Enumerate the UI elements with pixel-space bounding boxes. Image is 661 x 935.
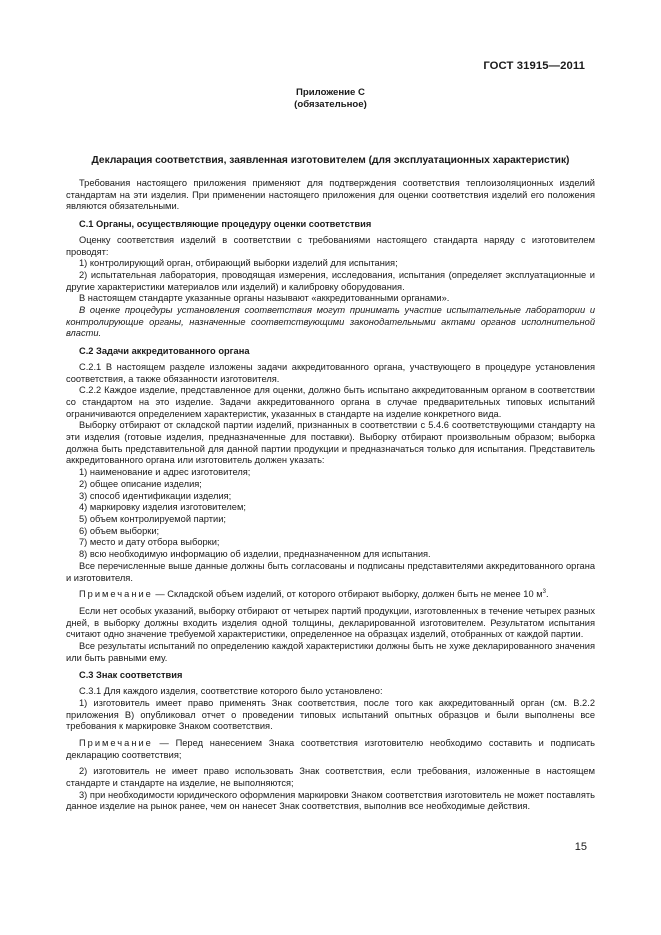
list-item: 3) при необходимости юридического оформления маркировки Знаком соответствия изготовитель не может поставлять данное изделие на рынок ранее, чем он нанесет Знак соответствия, выполнив все необходимые действия. [66,789,595,812]
note-label: Примечание [79,737,153,748]
section-c1-heading: С.1 Органы, осуществляющие процедуру оценки соответствия [79,219,372,230]
list-item: 6) объем выборки; [79,525,160,536]
list-item: 4) маркировку изделия изготовителем; [79,502,246,513]
appendix-heading [66,87,595,111]
list-item: 2) общее описание изделия; [79,478,202,489]
list-item: 3) способ идентификации изделия; [79,490,232,501]
appendix-title: Декларация соответствия, заявленная изготовителем (для эксплуатационных характеристик) [91,155,570,166]
paragraph: Все результаты испытаний по определению каждой характеристики должны быть не хуже декларированного значения или быть равными ему. [66,641,595,663]
note-end: . [545,589,549,600]
section-c2-heading: С.2 Задачи аккредитованного органа [79,346,250,357]
document-number: ГОСТ 31915—2011 [483,60,585,72]
note [66,589,595,601]
list-item: 1) контролирующий орган, отбирающий выборки изделий для испытания; [79,258,398,269]
note-text: — Складской объем изделий, от которого отбирают выборку, должен быть не менее 10 м [152,589,543,600]
list-item: 8) всю необходимую информацию об изделии, предназначенном для испытания. [79,549,431,560]
paragraph: Если нет особых указаний, выборку отбирают от четырех партий продукции, изготовленных в течение четырех разных дней, в выборку должны входить изделия одной толщины, декларированной изготовителем. Результатом испытания считают одно значение требуемой характеристики, определенное на образцах изделий, отобранных от каждой партии. [66,605,595,640]
list-item: 1) наименование и адрес изготовителя; [79,467,251,478]
paragraph: С.2.1 В настоящем разделе изложены задачи аккредитованного органа, участвующего в процедуре установления соответствия, а также обязанности изготовителя. [66,361,595,384]
list-item: 1) изготовитель имеет право применять Знак соответствия, после того как аккредитованный орган (см. В.2.2 приложения В) опубликовал отчет о проведении типовых испытаний опытных образцов и были выполнены все требования к маркировке Знаком соответствия. [66,697,595,732]
page-number: 15 [574,841,587,853]
appendix-label: Приложение С [296,87,365,98]
note-superscript: 3 [542,589,546,596]
paragraph: В настоящем стандарте указанные органы называют «аккредитованными органами». [79,293,450,304]
list-item: 5) объем контролируемой партии; [79,513,226,524]
intro-paragraph: Требования настоящего приложения применяют для подтверждения соответствия теплоизоляционных изделий стандартам на эти изделия. При применении настоящего приложения для оценки соответствия изделий его положения являются обязательными. [66,178,595,212]
paragraph: Выборку отбирают от складской партии изделий, признанных в соответствии с 5.4.6 соответствующими стандарту на эти изделия (готовые изделия, предназначенные для поставки). Выборку отбирают произвольным образом; выборка должна быть представительной для данной партии продукции и предназначаться только для испытания. Представитель аккредитованного органа или изготовитель должен указать: [66,420,595,466]
section-c3-heading: С.3 Знак соответствия [79,670,183,681]
paragraph: С.3.1 Для каждого изделия, соответствие которого было установлено: [79,686,383,697]
list-item: 2) испытательная лаборатория, проводящая измерения, исследования, испытания (определяет эксплуатационные и другие характеристики материалов или изделий) и калибровку оборудования. [66,269,595,292]
note-label: Примечание [79,589,153,600]
paragraph: Все перечисленные выше данные должны быть согласованы и подписаны представителями аккредитованного органа и изготовителя. [66,560,595,583]
paragraph: Оценку соответствия изделий в соответствии с требованиями настоящего стандарта наряду с изготовителем проводят: [66,234,595,257]
list-item: 2) изготовитель не имеет право использовать Знак соответствия, если требования, изложенные в настоящем стандарте и стандарте на изделие, не выполняются; [66,766,595,789]
note-text: — Перед нанесением Знака соответствия изготовителю необходимо составить и подписать декларацию соответствия; [66,737,595,760]
note [66,738,595,761]
italic-paragraph: В оценке процедуры установления соответствия могут принимать участие испытательные лаборатории и контролирующие органы, назначенные соответствующими законодательными актами органов исполнительной власти. [66,305,595,339]
paragraph: С.2.2 Каждое изделие, представленное для оценки, должно быть испытано аккредитованным органом в соответствии со стандартом на это изделие. Задачи аккредитованного органа в случае предварительных типовых испытаний ограничиваются определением характеристик, указанных в стандарте на изделие конкретного вида. [66,385,595,419]
appendix-status: (обязательное) [294,99,367,110]
list-item: 7) место и дату отбора выборки; [79,537,220,548]
